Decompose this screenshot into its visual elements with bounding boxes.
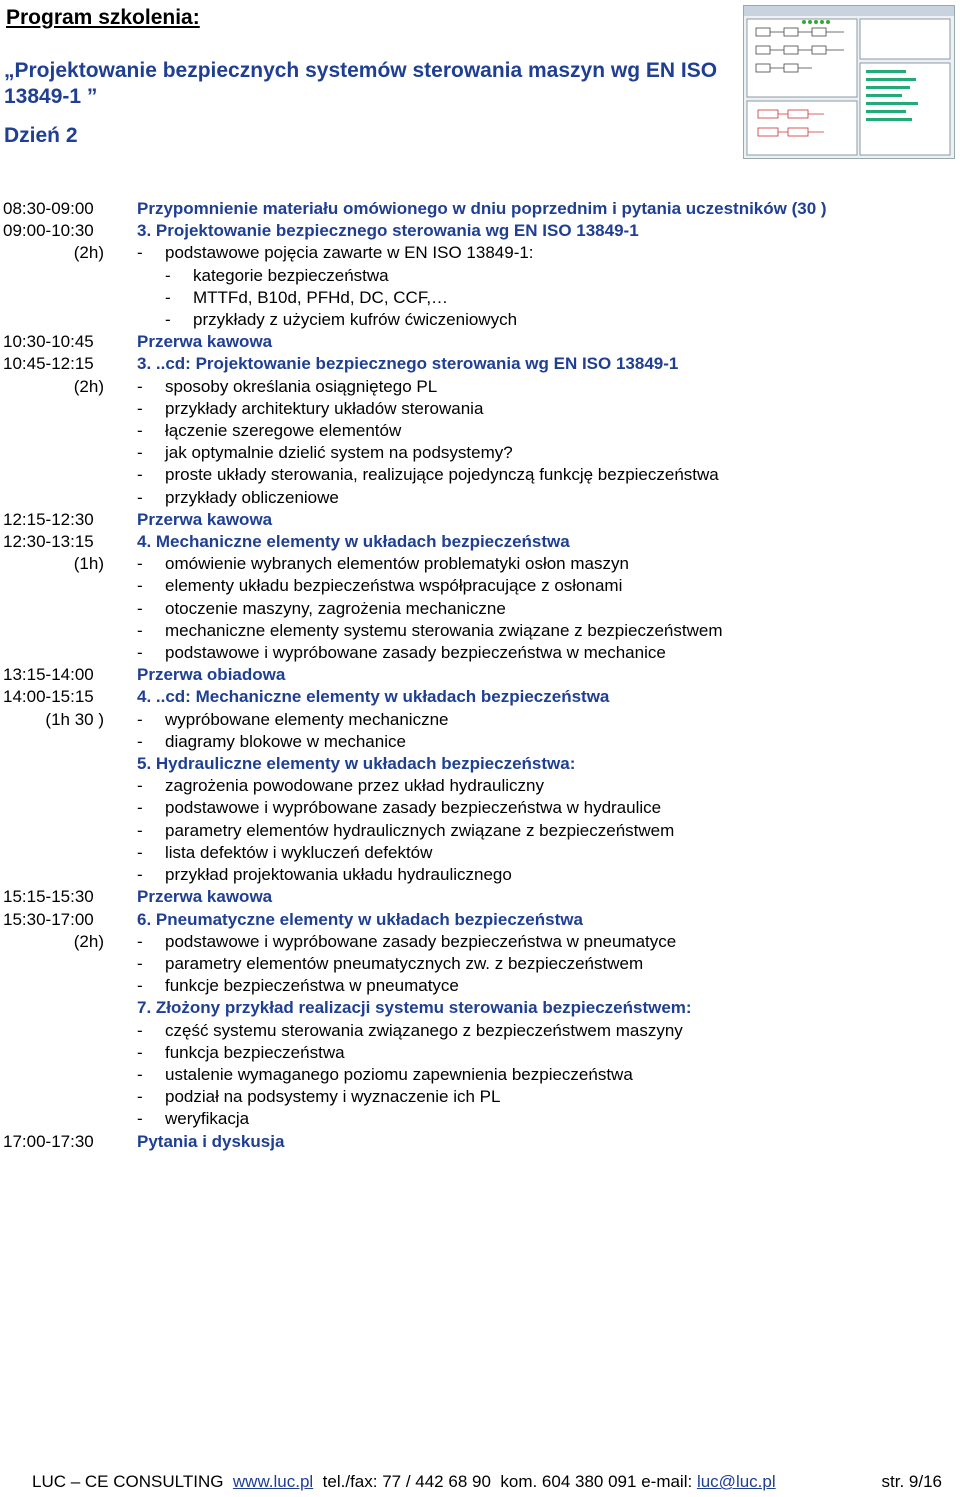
- schedule-row: [0, 686, 960, 708]
- bullet-dash: -: [137, 1042, 143, 1062]
- schedule-item-text: otoczenie maszyny, zagrożenia mechaniczne: [165, 598, 506, 618]
- schedule-row: [0, 1020, 960, 1042]
- schedule-time: [0, 309, 137, 331]
- schedule-row: [0, 442, 960, 464]
- schedule-content: [137, 1108, 960, 1130]
- schedule-row: [0, 975, 960, 997]
- schedule-heading: Projektowanie bezpiecznego sterowania wg EN ISO 13849-1: [195, 354, 679, 374]
- schedule-row: [0, 820, 960, 842]
- schedule-content: [137, 709, 960, 731]
- schedule-row: [0, 464, 960, 486]
- schedule-heading: Mechaniczne elementy w układach bezpieczeństwa: [195, 687, 610, 707]
- schedule-content: [137, 1131, 960, 1153]
- schedule-item-text: sposoby określania osiągniętego PL: [165, 376, 438, 396]
- schedule-content: [137, 442, 960, 464]
- bullet-dash: -: [137, 976, 143, 996]
- schedule-row: [0, 376, 960, 398]
- schedule-time: 15:15-15:30: [3, 887, 94, 907]
- course-subtitle: „Projektowanie bezpiecznych systemów sterowania maszyn wg EN ISO 13849-1 ”: [4, 59, 718, 108]
- bullet-dash: -: [137, 243, 143, 263]
- schedule-item-text: proste układy sterowania, realizujące pojedynczą funkcję bezpieczeństwa: [165, 465, 719, 485]
- schedule-row: [0, 1131, 960, 1153]
- schedule-row: [0, 509, 960, 531]
- schedule-time: [0, 464, 137, 486]
- schedule-content: [137, 509, 960, 531]
- schedule-content: [137, 353, 960, 375]
- schedule-content: [137, 953, 960, 975]
- schedule-content: [137, 797, 960, 819]
- schedule-row: [0, 886, 960, 908]
- schedule-time: [0, 1108, 137, 1130]
- schedule-time: [0, 575, 137, 597]
- bullet-dash: -: [137, 1020, 143, 1040]
- schedule-time: [0, 797, 137, 819]
- bullet-dash: -: [137, 620, 143, 640]
- schedule-row: [0, 931, 960, 953]
- schedule-content: [137, 1064, 960, 1086]
- schedule-item-text: elementy układu bezpieczeństwa współpracujące z osłonami: [165, 576, 623, 596]
- schedule-heading: Przerwa kawowa: [137, 887, 273, 907]
- schedule-time: [0, 975, 137, 997]
- schedule-item-text: parametry elementów hydraulicznych związane z bezpieczeństwem: [165, 820, 675, 840]
- schedule-time: [0, 842, 137, 864]
- schedule-row: [0, 642, 960, 664]
- bullet-dash: -: [137, 776, 143, 796]
- schedule-row: [0, 198, 960, 220]
- schedule-row: [0, 1108, 960, 1130]
- schedule-time: [0, 1064, 137, 1086]
- schedule-row: [0, 531, 960, 553]
- schedule-time: (2h): [73, 243, 104, 263]
- schedule-content: [137, 376, 960, 398]
- schedule-time: [0, 265, 137, 287]
- schedule-content: [137, 1042, 960, 1064]
- schedule-row: [0, 287, 960, 309]
- bullet-dash: -: [137, 554, 143, 574]
- schedule-row: [0, 1064, 960, 1086]
- bullet-dash: -: [165, 287, 171, 307]
- bullet-dash: -: [137, 820, 143, 840]
- schedule-item-text: przykłady z użyciem kufrów ćwiczeniowych: [193, 310, 518, 330]
- schedule-item-text: omówienie wybranych elementów problematyki osłon maszyn: [165, 554, 629, 574]
- schedule-heading: 5. Hydrauliczne elementy w układach bezpieczeństwa:: [137, 754, 576, 774]
- schedule-item-text: ustalenie wymaganego poziomu zapewnienia bezpieczeństwa: [165, 1064, 633, 1084]
- schedule-time: 12:15-12:30: [3, 509, 94, 529]
- page-title: Program szkolenia:: [6, 6, 200, 29]
- schedule-time: [0, 620, 137, 642]
- schedule-content: [137, 664, 960, 686]
- footer-company: LUC – CE CONSULTING: [32, 1472, 224, 1491]
- schedule-content: [137, 220, 960, 242]
- schedule-content: [137, 287, 960, 309]
- schedule-content: [137, 642, 960, 664]
- schedule-row: [0, 664, 960, 686]
- schedule-row: [0, 242, 960, 264]
- section-continuation-prefix: 4. ..cd:: [137, 687, 196, 707]
- schedule-item-text: MTTFd, B10d, PFHd, DC, CCF,…: [193, 287, 449, 307]
- schedule-content: [137, 420, 960, 442]
- bullet-dash: -: [137, 487, 143, 507]
- bullet-dash: -: [137, 643, 143, 663]
- schedule-heading: Przerwa kawowa: [137, 332, 273, 352]
- schedule-time: (1h): [73, 554, 104, 574]
- bullet-dash: -: [137, 731, 143, 751]
- schedule-time: [0, 1042, 137, 1064]
- schedule-row: [0, 709, 960, 731]
- schedule-time: [0, 487, 137, 509]
- bullet-dash: -: [137, 376, 143, 396]
- schedule-item-text: zagrożenia powodowane przez układ hydrauliczny: [165, 776, 544, 796]
- schedule-row: [0, 775, 960, 797]
- schedule-row: [0, 797, 960, 819]
- schedule-time: 15:30-17:00: [3, 909, 94, 929]
- bullet-dash: -: [137, 842, 143, 862]
- bullet-dash: -: [165, 310, 171, 330]
- schedule-time: [0, 753, 137, 775]
- schedule-time: [0, 820, 137, 842]
- schedule-row: [0, 598, 960, 620]
- schedule-item-text: łączenie szeregowe elementów: [165, 421, 402, 441]
- schedule-row: [0, 309, 960, 331]
- bullet-dash: -: [137, 865, 143, 885]
- bullet-dash: -: [137, 443, 143, 463]
- bullet-dash: -: [137, 398, 143, 418]
- schedule-time: [0, 442, 137, 464]
- page-footer: [32, 1472, 950, 1492]
- schedule-time: 10:30-10:45: [3, 332, 94, 352]
- schedule-row: [0, 398, 960, 420]
- schedule-time: (2h): [73, 376, 104, 396]
- schedule-time: 14:00-15:15: [3, 687, 94, 707]
- schedule-row: [0, 487, 960, 509]
- bullet-dash: -: [137, 931, 143, 951]
- bullet-dash: -: [137, 1087, 143, 1107]
- schedule-heading: 6. Pneumatyczne elementy w układach bezpieczeństwa: [137, 909, 583, 929]
- schedule-content: [137, 1086, 960, 1108]
- schedule-row: [0, 1086, 960, 1108]
- bullet-dash: -: [137, 421, 143, 441]
- schedule-content: [137, 886, 960, 908]
- schedule-content: [137, 842, 960, 864]
- schedule-content: [137, 620, 960, 642]
- schedule-row: [0, 864, 960, 886]
- bullet-dash: -: [137, 798, 143, 818]
- schedule-content: [137, 265, 960, 287]
- schedule-content: [137, 997, 960, 1019]
- schedule-content: [137, 909, 960, 931]
- schedule-item-text: część systemu sterowania związanego z bezpieczeństwem maszyny: [165, 1020, 683, 1040]
- schedule-item-text: podstawowe pojęcia zawarte w EN ISO 13849-1:: [165, 243, 534, 263]
- footer-phone: tel./fax: 77 / 442 68 90: [322, 1472, 491, 1491]
- bullet-dash: -: [137, 953, 143, 973]
- section-continuation-prefix: 3. ..cd:: [137, 354, 196, 374]
- schedule-time: [0, 598, 137, 620]
- schedule-row: [0, 575, 960, 597]
- schedule-content: [137, 753, 960, 775]
- schedule-time: [0, 731, 137, 753]
- schedule-time: (2h): [73, 931, 104, 951]
- schedule-row: [0, 953, 960, 975]
- schedule-time: [0, 642, 137, 664]
- schedule-time: [0, 1086, 137, 1108]
- schedule-item-text: przykład projektowania układu hydraulicznego: [165, 865, 512, 885]
- schedule-time: [0, 420, 137, 442]
- schedule-heading: Przerwa obiadowa: [137, 665, 286, 685]
- schedule-item-text: przykłady obliczeniowe: [165, 487, 339, 507]
- schedule-heading: 3. Projektowanie bezpiecznego sterowania wg EN ISO 13849-1: [137, 221, 639, 241]
- schedule-item-text: funkcje bezpieczeństwa w pneumatyce: [165, 976, 459, 996]
- page-number: str. 9/16: [881, 1472, 942, 1491]
- schedule-heading: Przerwa kawowa: [137, 509, 273, 529]
- schedule-content: [137, 531, 960, 553]
- footer-mobile: kom. 604 380 091: [500, 1472, 637, 1491]
- schedule-row: [0, 997, 960, 1019]
- schedule-row: [0, 353, 960, 375]
- schedule-time: [0, 398, 137, 420]
- footer-email-link[interactable]: luc@luc.pl: [696, 1472, 776, 1491]
- schedule-content: [137, 309, 960, 331]
- schedule-heading: 4. Mechaniczne elementy w układach bezpieczeństwa: [137, 532, 570, 552]
- schedule-time: [0, 864, 137, 886]
- schedule-row: [0, 909, 960, 931]
- bullet-dash: -: [137, 1064, 143, 1084]
- schedule-content: [137, 487, 960, 509]
- schedule-row: [0, 620, 960, 642]
- schedule-content: [137, 398, 960, 420]
- schedule-row: [0, 331, 960, 353]
- bullet-dash: -: [137, 465, 143, 485]
- schedule-content: [137, 731, 960, 753]
- day-label: Dzień 2: [4, 124, 78, 147]
- schedule-row: [0, 220, 960, 242]
- schedule-time: 12:30-13:15: [3, 532, 94, 552]
- schedule-content: [137, 686, 960, 708]
- schedule-item-text: jak optymalnie dzielić system na podsystemy?: [165, 443, 513, 463]
- schedule-content: [137, 575, 960, 597]
- bullet-dash: -: [137, 598, 143, 618]
- schedule-item-text: diagramy blokowe w mechanice: [165, 731, 406, 751]
- schedule-item-text: weryfikacja: [165, 1109, 250, 1129]
- schedule-row: [0, 265, 960, 287]
- schedule-time: [0, 997, 137, 1019]
- schedule-content: [137, 598, 960, 620]
- schedule-time: [0, 953, 137, 975]
- schedule-row: [0, 553, 960, 575]
- bullet-dash: -: [165, 265, 171, 285]
- schedule-content: [137, 242, 960, 264]
- schedule-time: 08:30-09:00: [3, 199, 94, 218]
- schedule-item-text: parametry elementów pneumatycznych zw. z bezpieczeństwem: [165, 953, 644, 973]
- schedule-item-text: podstawowe i wypróbowane zasady bezpieczeństwa w hydraulice: [165, 798, 662, 818]
- footer-website-link[interactable]: www.luc.pl: [232, 1472, 314, 1491]
- bullet-dash: -: [137, 709, 143, 729]
- schedule-content: [137, 1020, 960, 1042]
- schedule-item-text: lista defektów i wykluczeń defektów: [165, 842, 433, 862]
- schedule-time: [0, 775, 137, 797]
- schedule-content: [137, 553, 960, 575]
- schedule-row: [0, 731, 960, 753]
- schedule-row: [0, 842, 960, 864]
- schedule-content: [137, 820, 960, 842]
- schedule-time: 13:15-14:00: [3, 665, 94, 685]
- schedule-time: [0, 287, 137, 309]
- schedule-heading: Pytania i dyskusja: [137, 1131, 285, 1151]
- schedule-content: [137, 198, 960, 220]
- schedule-row: [0, 420, 960, 442]
- schedule-content: [137, 931, 960, 953]
- schedule-item-text: kategorie bezpieczeństwa: [193, 265, 389, 285]
- schedule-item-text: podział na podsystemy i wyznaczenie ich PL: [165, 1087, 501, 1107]
- schedule-item-text: funkcja bezpieczeństwa: [165, 1042, 345, 1062]
- schedule-content: [137, 864, 960, 886]
- schedule-item-text: podstawowe i wypróbowane zasady bezpieczeństwa w mechanice: [165, 643, 666, 663]
- schedule-item-text: wypróbowane elementy mechaniczne: [165, 709, 449, 729]
- schedule-item-text: mechaniczne elementy systemu sterowania związane z bezpieczeństwem: [165, 620, 723, 640]
- schedule-content: [137, 975, 960, 997]
- footer-email-label: e-mail:: [641, 1472, 693, 1491]
- schedule-content: [137, 331, 960, 353]
- schedule-heading: 7. Złożony przykład realizacji systemu sterowania bezpieczeństwem:: [137, 998, 692, 1018]
- schedule-row: [0, 1042, 960, 1064]
- schedule-table: [0, 198, 960, 1153]
- schedule-time: 09:00-10:30: [3, 221, 94, 241]
- schedule-time: (1h 30 ): [45, 709, 104, 729]
- schedule-time: [0, 1020, 137, 1042]
- bullet-dash: -: [137, 1109, 143, 1129]
- schedule-content: [137, 464, 960, 486]
- software-screenshot-image: [743, 5, 955, 159]
- schedule-content: [137, 775, 960, 797]
- schedule-time: 10:45-12:15: [3, 354, 94, 374]
- schedule-time: 17:00-17:30: [3, 1131, 94, 1151]
- schedule-item-text: przykłady architektury układów sterowania: [165, 398, 484, 418]
- schedule-heading: Przypomnienie materiału omówionego w dniu poprzednim i pytania uczestników (30 ): [137, 199, 827, 218]
- schedule-item-text: podstawowe i wypróbowane zasady bezpieczeństwa w pneumatyce: [165, 931, 677, 951]
- bullet-dash: -: [137, 576, 143, 596]
- schedule-row: [0, 753, 960, 775]
- software-screenshot-graphic: [744, 6, 954, 158]
